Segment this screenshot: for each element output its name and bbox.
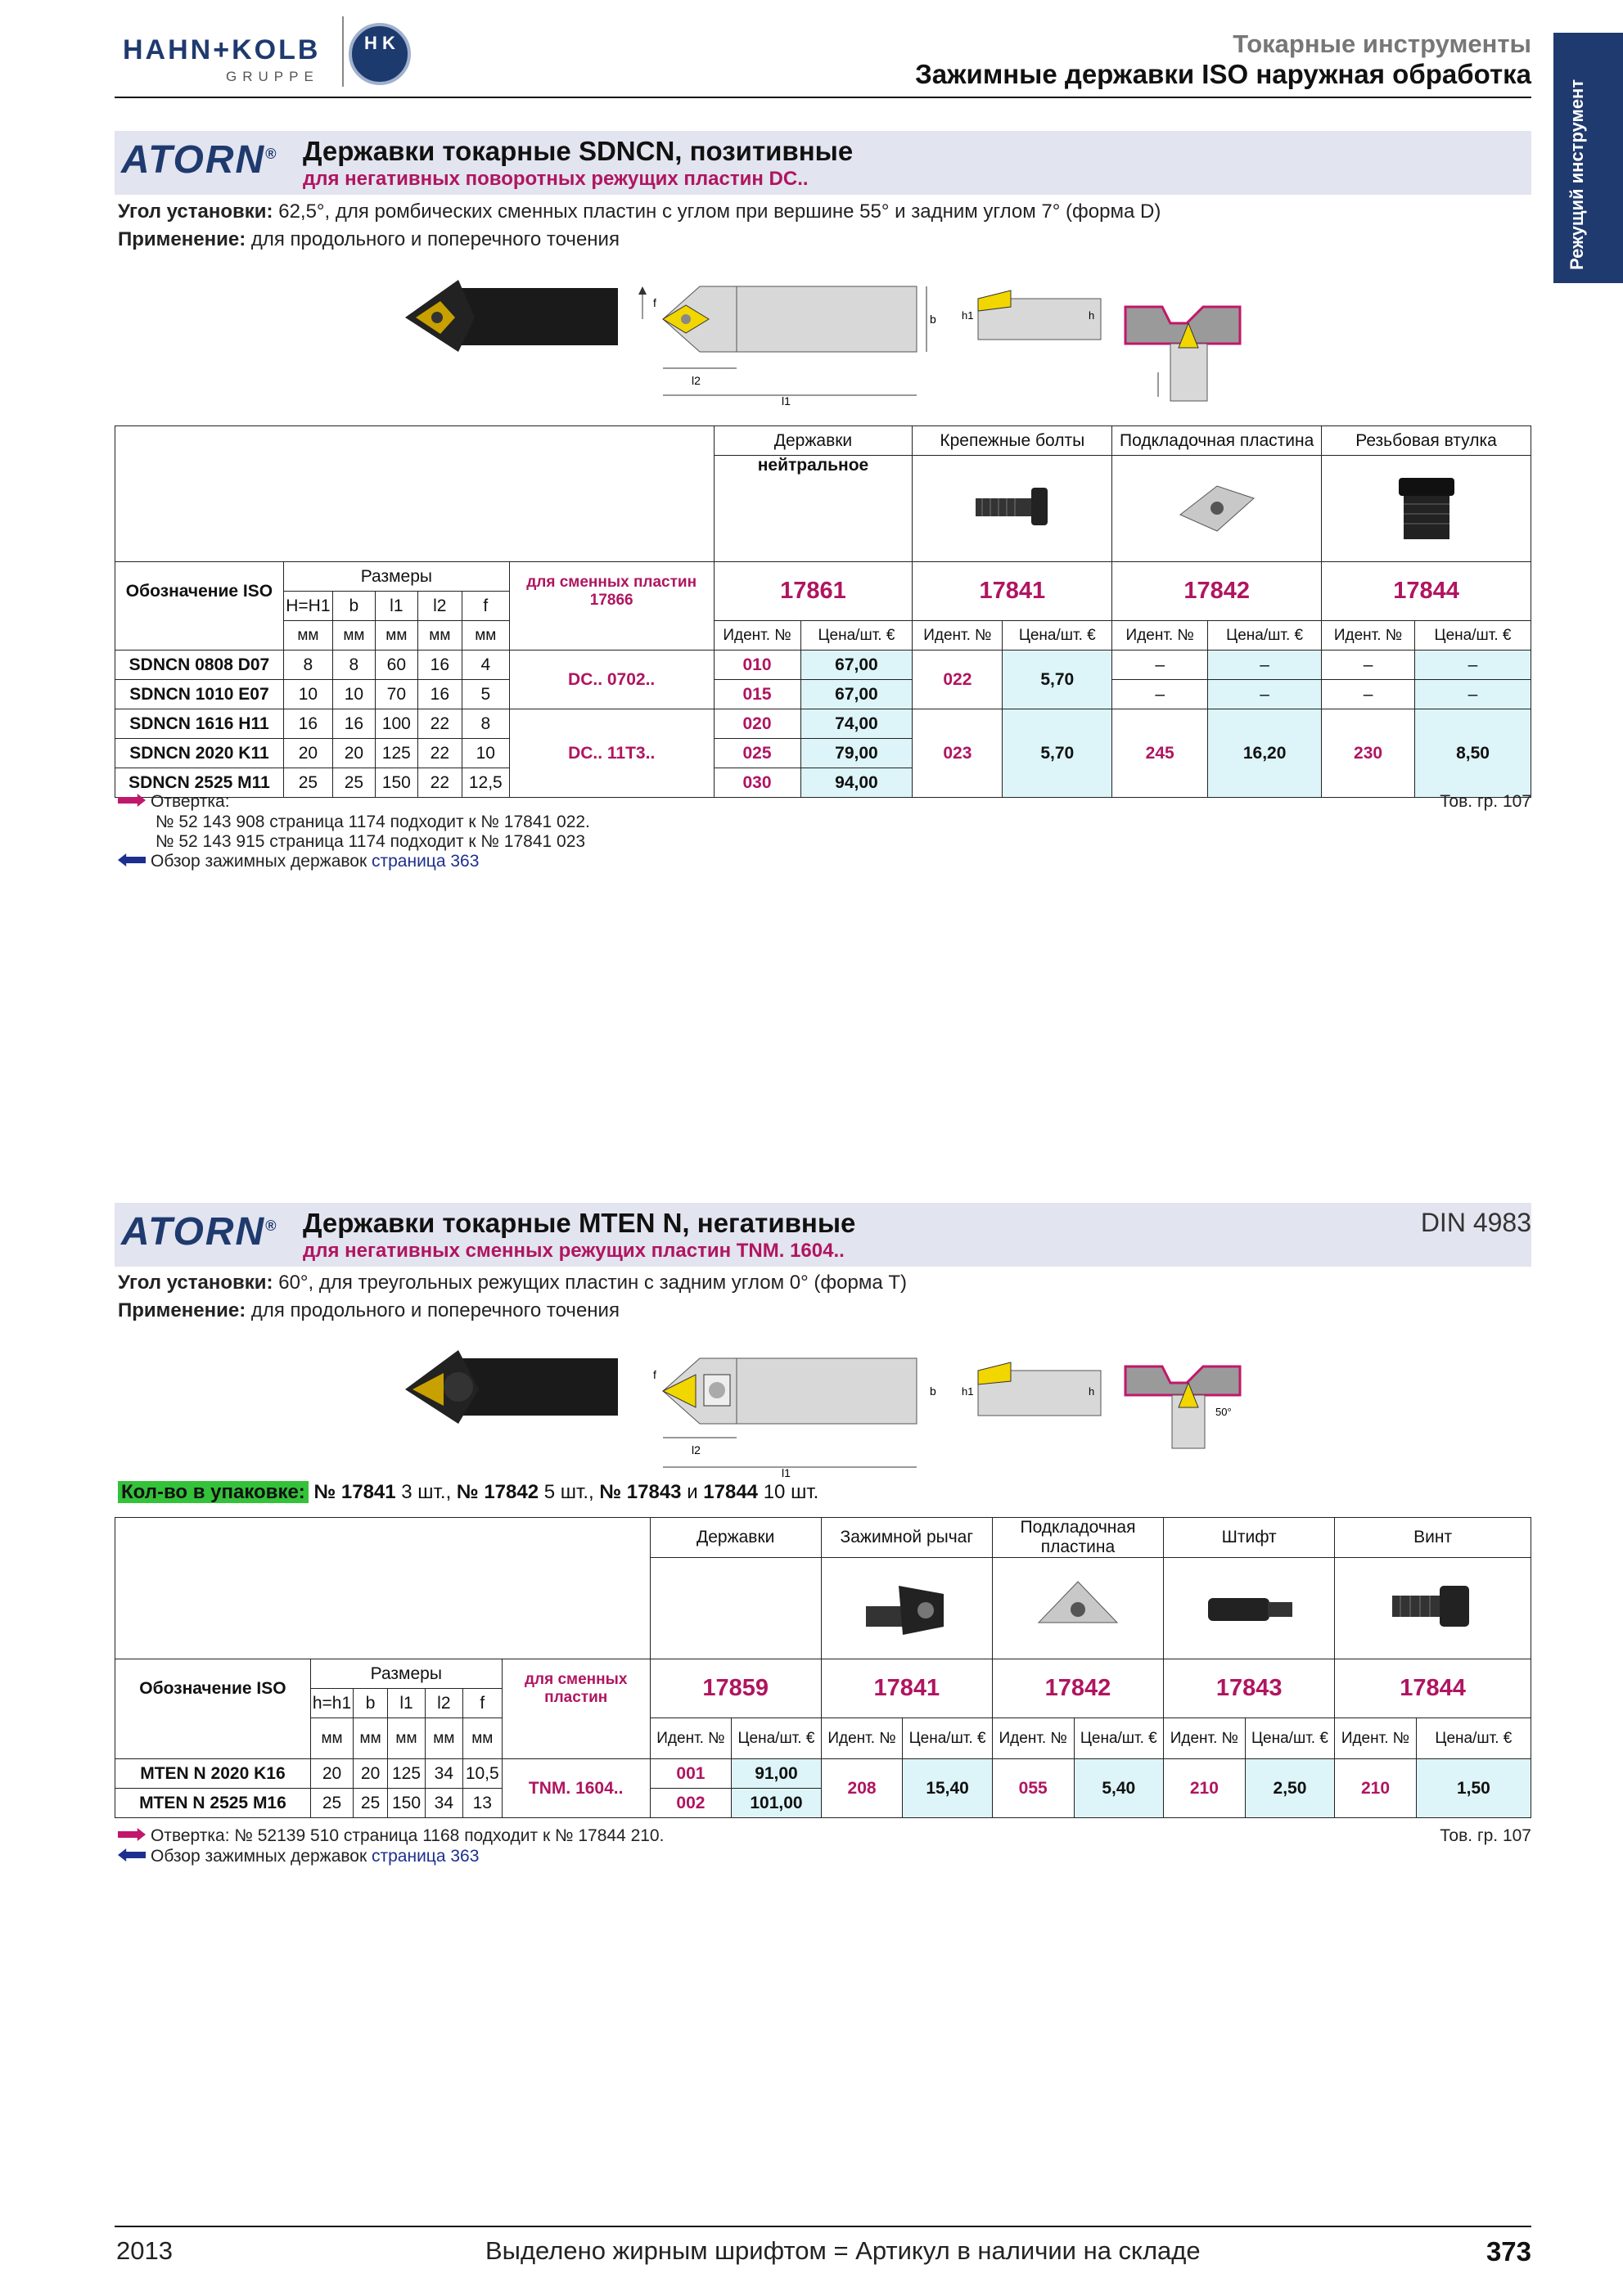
shim-icon xyxy=(1172,474,1262,539)
holder-photo-mten xyxy=(401,1342,622,1428)
col-holders: Державки xyxy=(714,426,913,456)
art-17844: 17844 xyxy=(1322,562,1531,621)
table-row[interactable]: SDNCN 1616 H11 16 16 100 22 8 DC.. 11T3.. 020 74,00 023 5,70 245 16,20 230 8,50 xyxy=(115,709,1531,739)
art-17844: 17844 xyxy=(1335,1659,1531,1718)
col-pin: Штифт xyxy=(1164,1518,1335,1558)
footer-legend: Выделено жирным шрифтом = Артикул в наличии на складе xyxy=(485,2236,1201,2265)
svg-text:h1: h1 xyxy=(962,1385,974,1398)
section2-angle: Угол установки: 60°, для треугольных режущих пластин с задним углом 0° (форма T) xyxy=(118,1272,907,1294)
dim-b: b xyxy=(332,592,375,621)
section1-subtitle: для негативных поворотных режущих пластин DC.. xyxy=(303,168,809,190)
svg-text:h: h xyxy=(1089,1385,1095,1398)
table-row[interactable]: SDNCN 2525 M11 25 25 150 22 12,5 030 94,00 xyxy=(115,768,1531,798)
svg-text:l2: l2 xyxy=(692,374,701,387)
arrow-right-icon xyxy=(118,794,146,807)
workpiece-drawing xyxy=(1121,282,1244,405)
art-17841: 17841 xyxy=(913,562,1112,621)
screwdriver-note-1: № 52 143 908 страница 1174 подходит к № 17841 022. xyxy=(156,813,590,831)
inserts-header: для сменных пластин xyxy=(502,1659,650,1718)
svg-text:h: h xyxy=(1089,309,1095,322)
workpiece-drawing-2 xyxy=(1121,1350,1252,1456)
col-holders: Державки xyxy=(650,1518,821,1558)
designation-header: Обозначение ISO xyxy=(115,562,284,621)
svg-text:b: b xyxy=(930,1384,936,1398)
section1-application: Применение: для продольного и поперечного точения xyxy=(118,228,620,250)
side-tab-label: Режущий инструмент xyxy=(1567,79,1587,270)
insert-type: TNM. 1604.. xyxy=(502,1759,650,1818)
dim-f: f xyxy=(462,592,509,621)
bolt-icon xyxy=(967,478,1057,535)
art-17861: 17861 xyxy=(714,562,913,621)
din-standard: DIN 4983 xyxy=(1420,1208,1531,1237)
side-tab[interactable] xyxy=(1553,33,1623,283)
table-row[interactable]: SDNCN 0808 D07 8 8 60 16 4 DC.. 0702.. 010 67,00 022 5,70 – – – – xyxy=(115,651,1531,680)
svg-text:l1: l1 xyxy=(782,1466,791,1479)
table-row[interactable]: SDNCN 2020 K11 20 20 125 22 10 025 79,00 xyxy=(115,739,1531,768)
table-row[interactable]: MTEN N 2020 K16 20 20 125 34 10,5 TNM. 1604.. 001 91,00 208 15,40 055 5,40 210 2,50 210 1,50 xyxy=(115,1759,1531,1789)
designation-header: Обозначение ISO xyxy=(115,1659,311,1718)
holder-photo-sdncn xyxy=(401,270,622,360)
section1-angle: Угол установки: 62,5°, для ромбических сменных пластин с углом при вершине 55° и задним углом 7° (форма D) xyxy=(118,200,1161,223)
inserts-header: для сменных пластин 17866 xyxy=(509,562,714,621)
holder-drawing-side xyxy=(962,282,1105,348)
svg-text:f: f xyxy=(653,296,656,309)
arrow-left-icon xyxy=(118,853,146,867)
dim-l1: l1 xyxy=(375,592,417,621)
dim-l2: l2 xyxy=(417,592,462,621)
section2-subtitle: для негативных сменных режущих пластин TNM. 1604.. xyxy=(303,1240,845,1262)
arrow-right-icon xyxy=(118,1828,146,1841)
svg-text:l1: l1 xyxy=(782,394,791,407)
bush-icon xyxy=(1386,470,1467,543)
svg-text:l2: l2 xyxy=(692,1443,701,1456)
holder-drawing-top xyxy=(638,274,936,409)
sizes-header: Размеры xyxy=(283,562,509,592)
col-lever: Зажимной рычаг xyxy=(821,1518,992,1558)
neutral-label: нейтральное xyxy=(714,456,913,562)
arrow-left-icon xyxy=(118,1848,146,1862)
pin-icon xyxy=(1196,1578,1302,1635)
footer-rule xyxy=(115,2226,1531,2227)
product-group: Тов. гр. 107 xyxy=(1440,792,1531,811)
svg-text:h1: h1 xyxy=(962,309,974,322)
art-17843: 17843 xyxy=(1164,1659,1335,1718)
table-mten: Державки Зажимной рычаг Подкладочная пластина Штифт Винт Обозначение ISO Размеры для сменных пластин 17859 17841 17842 17843 17844 h=h1 b l1 l2 f мм мм мм мм мм Идент. № Цена/шт. € Идент. № Цена/шт. € Идент. № Цена/шт. € Идент. № Цена/шт. € Идент. № Цена/шт. € MTEN N 2020 K16 20 20 125 34 10,5 TNM. 1604.. 001 91,00 208 15,40 055 5,40 210 2,50 210 1,50 MTEN N 2525 M16 25 25 150 34 13 002 101,00 xyxy=(115,1517,1531,1818)
art-17842: 17842 xyxy=(992,1659,1163,1718)
atorn-logo: ATORN® xyxy=(121,1210,278,1254)
header-rule xyxy=(115,97,1531,98)
art-17841: 17841 xyxy=(821,1659,992,1718)
insert-type: DC.. 11T3.. xyxy=(509,709,714,798)
col-shim: Подкладочная пластина xyxy=(1112,426,1322,456)
overview-link[interactable]: Обзор зажимных державок страница 363 xyxy=(118,852,479,871)
screwdriver-note: Отвертка: № 52139 510 страница 1168 подходит к № 17844 210. xyxy=(118,1826,664,1846)
svg-text:b: b xyxy=(930,313,936,326)
sizes-header: Размеры xyxy=(310,1659,502,1689)
table-row[interactable]: SDNCN 1010 E07 10 10 70 16 5 015 67,00 – – – – xyxy=(115,680,1531,709)
svg-text:f: f xyxy=(653,1368,656,1381)
page-number: 373 xyxy=(1485,2236,1531,2267)
shim-icon xyxy=(1029,1573,1127,1639)
overview-link[interactable]: Обзор зажимных державок страница 363 xyxy=(118,1847,479,1866)
holder-drawing-side-2 xyxy=(962,1350,1105,1432)
insert-type: DC.. 0702.. xyxy=(509,651,714,709)
logo-text: HAHN+KOLB xyxy=(123,34,321,65)
product-group: Тов. гр. 107 xyxy=(1440,1826,1531,1845)
table-sdncn: Державки Крепежные болты Подкладочная пластина Резьбовая втулка нейтральное Обозначение ISO Размеры для сменных пластин 17866 17861 17841 17842 17844 H=H1 b l1 l2 f мм мм мм мм мм Идент. № Цена/шт. € Идент. № Цена/шт. € Идент. № Цена/шт. € Идент. № Цена/шт. € SDNCN 0808 D07 8 8 60 16 4 DC.. 0702.. 010 67,00 022 5,70 – – – – SDNCN 1010 E07 10 10 70 16 5 015 67,00 – – – – SDNCN 1616 H11 16 16 100 22 8 DC.. 11T3.. 020 74,00 023 5,70 245 16,20 230 8,50 SDNCN 2020 K11 20 20 125 22 10 025 79,00 SDNCN 2525 M11 25 25 150 22 12,5 030 94,00 xyxy=(115,425,1531,798)
screwdriver-note-2: № 52 143 915 страница 1174 подходит к № 17841 023 xyxy=(156,832,586,851)
atorn-logo: ATORN® xyxy=(121,138,278,182)
logo-subtitle: GRUPPE xyxy=(226,69,319,84)
table-row[interactable]: MTEN N 2525 M16 25 25 150 34 13 002 101,00 xyxy=(115,1789,1531,1818)
art-17842: 17842 xyxy=(1112,562,1322,621)
page-title: Зажимные державки ISO наружная обработка xyxy=(915,59,1531,89)
dim-h: H=H1 xyxy=(283,592,332,621)
screw-icon xyxy=(1384,1578,1482,1635)
col-bush: Резьбовая втулка xyxy=(1322,426,1531,456)
col-screw: Винт xyxy=(1335,1518,1531,1558)
col-bolts: Крепежные болты xyxy=(913,426,1112,456)
section1-title: Державки токарные SDNCN, позитивные xyxy=(303,136,854,166)
clamp-lever-icon xyxy=(854,1569,960,1643)
page-category: Токарные инструменты xyxy=(1233,29,1531,58)
screwdriver-note: Отвертка: xyxy=(118,792,230,812)
section2-application: Применение: для продольного и поперечного точения xyxy=(118,1299,620,1321)
pack-quantity: Кол-во в упаковке: № 17841 3 шт., № 17842 5 шт., № 17843 и 17844 10 шт. xyxy=(118,1481,818,1504)
logo-divider xyxy=(342,16,344,87)
art-17859: 17859 xyxy=(650,1659,821,1718)
section2-title: Державки токарные MTEN N, негативные xyxy=(303,1208,856,1238)
col-shim: Подкладочная пластина xyxy=(992,1518,1163,1558)
holder-drawing-top-2 xyxy=(638,1346,936,1481)
svg-text:50°: 50° xyxy=(1215,1406,1232,1418)
logo-badge-icon: H K xyxy=(349,23,411,85)
footer-year: 2013 xyxy=(116,2236,173,2265)
